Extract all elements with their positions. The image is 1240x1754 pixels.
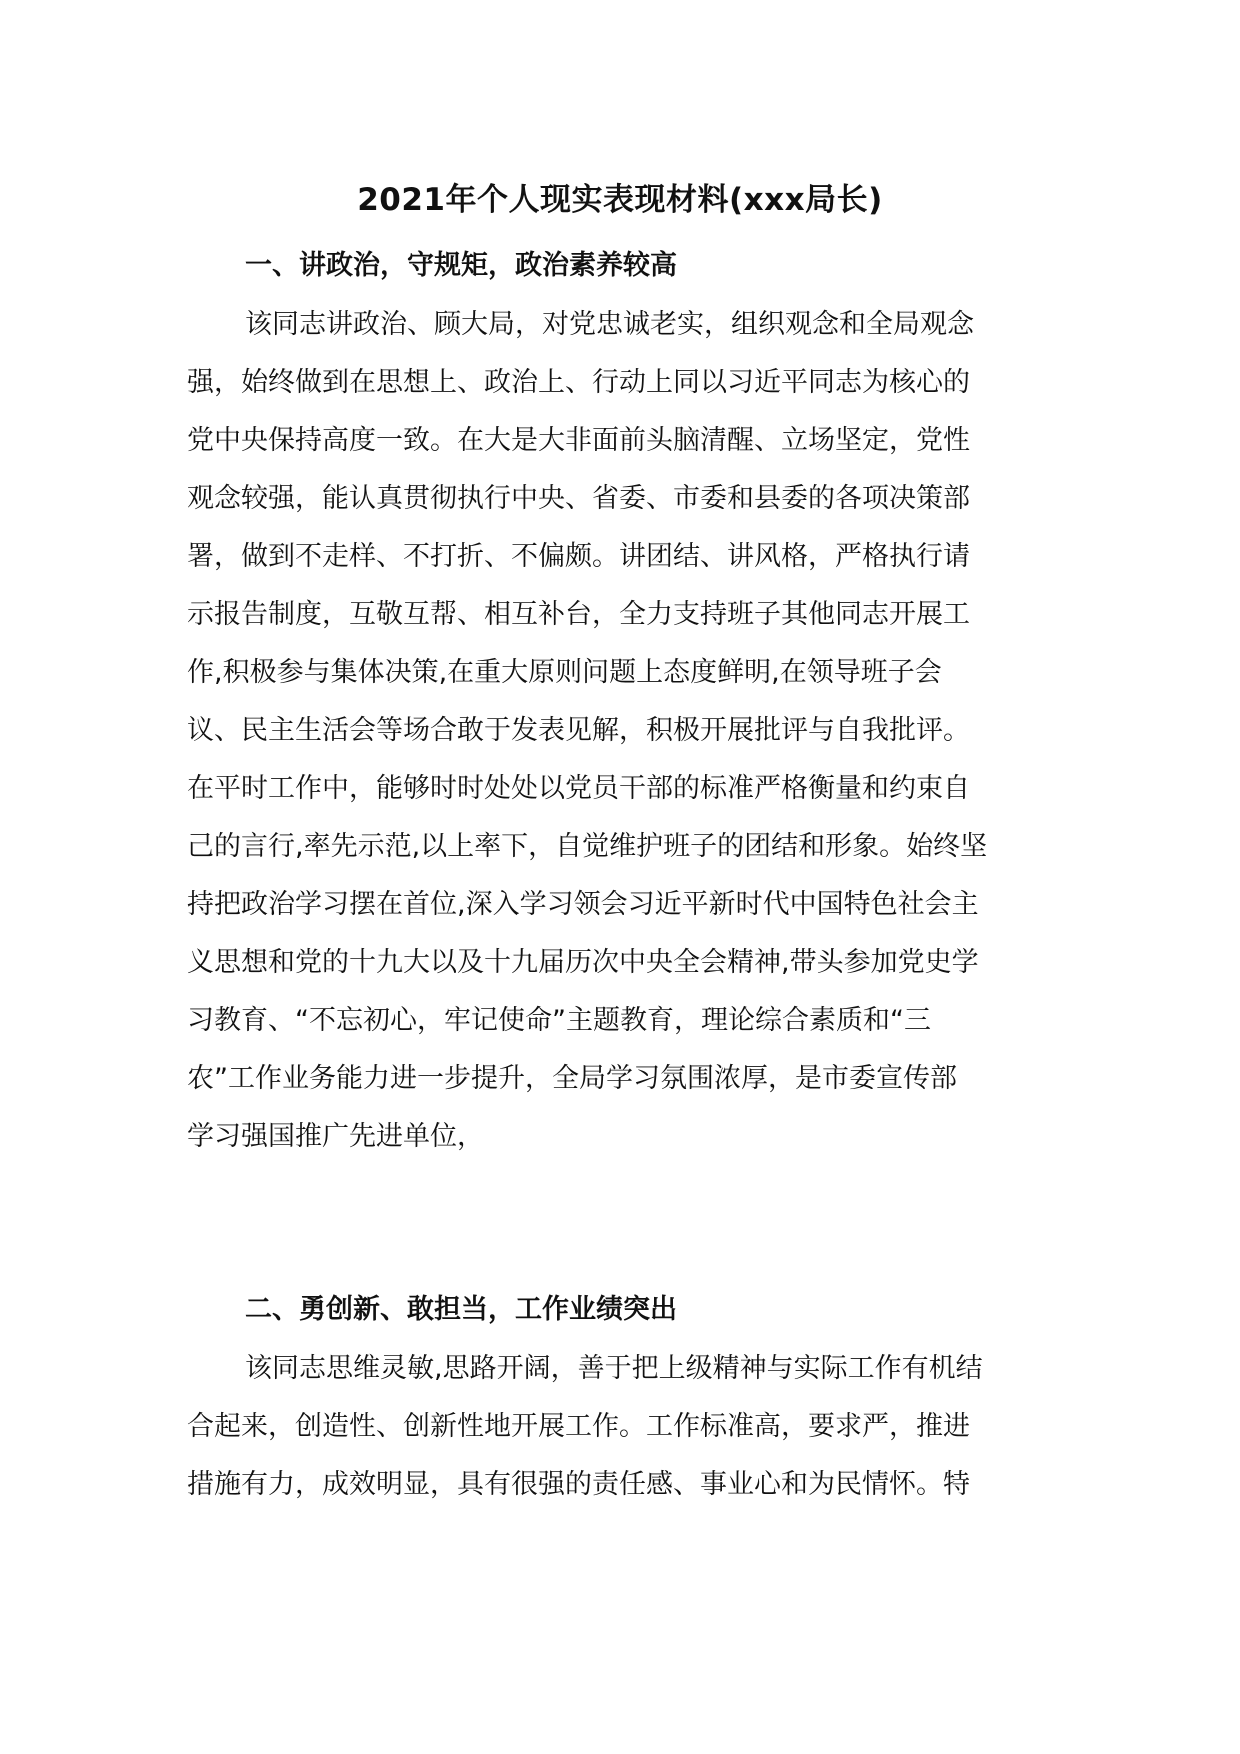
paragraph-line: 议、民主生活会等场合敢于发表见解，积极开展批评与自我批评。	[187, 715, 970, 746]
paragraph-line: 党中央保持高度一致。在大是大非面前头脑清醒、立场坚定，党性	[187, 425, 970, 456]
paragraph-line: 措施有力，成效明显，具有很强的责任感、事业心和为民情怀。特	[187, 1469, 970, 1500]
paragraph-line: 在平时工作中，能够时时处处以党员干部的标准严格衡量和约束自	[187, 773, 970, 804]
paragraph-line: 合起来，创造性、创新性地开展工作。工作标准高，要求严，推进	[187, 1411, 970, 1442]
paragraph-line: 署，做到不走样、不打折、不偏颇。讲团结、讲风格，严格执行请	[187, 541, 970, 572]
paragraph-line: 农”工作业务能力进一步提升，全局学习氛围浓厚，是市委宣传部	[187, 1063, 957, 1094]
paragraph-line: 观念较强，能认真贯彻执行中央、省委、市委和县委的各项决策部	[187, 483, 970, 514]
paragraph-line: 习教育、“不忘初心，牢记使命”主题教育，理论综合素质和“三	[187, 1005, 931, 1036]
paragraph-line: 强，始终做到在思想上、政治上、行动上同以习近平同志为核心的	[187, 367, 970, 398]
paragraph-line: 持把政治学习摆在首位,深入学习领会习近平新时代中国特色社会主	[187, 889, 979, 920]
paragraph-line: 示报告制度，互敬互帮、相互补台，全力支持班子其他同志开展工	[187, 599, 970, 630]
section-heading-1: 一、讲政治，守规矩，政治素养较高	[245, 250, 677, 281]
paragraph-line: 义思想和党的十九大以及十九届历次中央全会精神,带头参加党史学	[187, 947, 979, 978]
section-heading-2: 二、勇创新、敢担当，工作业绩突出	[245, 1294, 677, 1325]
paragraph-line: 学习强国推广先进单位，	[187, 1121, 484, 1152]
paragraph-line: 该同志思维灵敏,思路开阔，善于把上级精神与实际工作有机结	[245, 1353, 983, 1384]
paragraph-line: 己的言行,率先示范,以上率下，自觉维护班子的团结和形象。始终坚	[187, 831, 988, 862]
paragraph-line: 该同志讲政治、顾大局，对党忠诚老实，组织观念和全局观念	[245, 309, 974, 340]
document-title: 2021年个人现实表现材料(xxx局长)	[357, 182, 883, 218]
paragraph-line: 作,积极参与集体决策,在重大原则问题上态度鲜明,在领导班子会	[187, 657, 942, 688]
